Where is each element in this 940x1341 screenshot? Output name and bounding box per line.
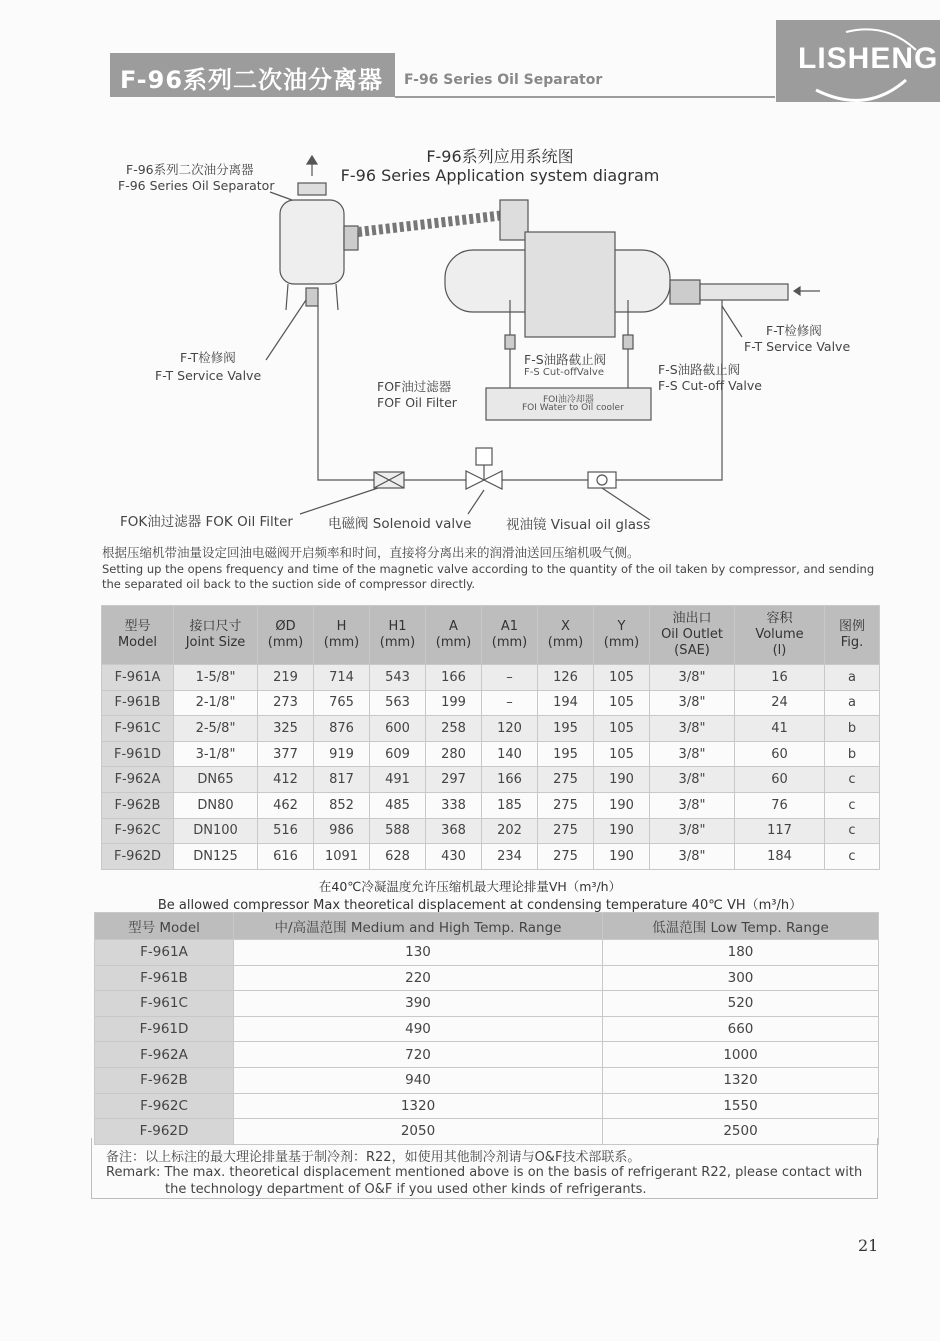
page-subtitle: F-96 Series Oil Separator: [404, 72, 603, 88]
spec-model-cell: F-961B: [102, 690, 174, 716]
spec-table-cell: DN65: [174, 767, 258, 793]
spec-table-cell: 2-1/8": [174, 690, 258, 716]
spec-table-cell: 491: [370, 767, 426, 793]
spec-table-cell: 184: [735, 844, 825, 870]
spec-header-cell: 容积 Volume (l): [735, 606, 825, 665]
vh-table-row: [95, 1093, 879, 1119]
spec-header-cell: X (mm): [538, 606, 594, 665]
vh-table-cell: 1000: [603, 1042, 879, 1068]
spec-header-cell: A (mm): [426, 606, 482, 665]
vh-table-row: [95, 1042, 879, 1068]
spec-table-cell: 919: [314, 741, 370, 767]
page-number: 21: [858, 1236, 879, 1255]
spec-table-cell: 462: [258, 792, 314, 818]
spec-table-cell: 588: [370, 818, 426, 844]
label-separator-en: F-96 Series Oil Separator: [118, 178, 275, 193]
vh-header-cell: 型号 Model: [95, 913, 234, 940]
vh-table-cell: 490: [234, 1016, 603, 1042]
spec-table-cell: 3/8": [650, 818, 735, 844]
label-fs-valve-2-en: F-S Cut-off Valve: [658, 378, 762, 393]
label-ft-valve-left-en: F-T Service Valve: [155, 368, 262, 383]
spec-table-row: [102, 792, 880, 818]
spec-table-cell: 199: [426, 690, 482, 716]
description-cn: 根据压缩机带油量设定回油电磁阀开启频率和时间，直接将分离出来的润滑油送回压缩机吸气侧。: [102, 545, 640, 560]
spec-table-row: [102, 665, 880, 691]
spec-header-cell: Y (mm): [594, 606, 650, 665]
spec-table-cell: 543: [370, 665, 426, 691]
spec-table-cell: 275: [538, 792, 594, 818]
spec-table-cell: 202: [482, 818, 538, 844]
spec-table-cell: 105: [594, 741, 650, 767]
vh-table: [94, 912, 879, 1145]
vh-table-cell: 390: [234, 991, 603, 1017]
spec-table-cell: 185: [482, 792, 538, 818]
spec-table-cell: 852: [314, 792, 370, 818]
spec-header-cell: 型号 Model: [102, 606, 174, 665]
vh-table-row: [95, 965, 879, 991]
spec-table-cell: 275: [538, 818, 594, 844]
spec-table-cell: 1091: [314, 844, 370, 870]
label-solenoid-valve: 电磁阀 Solenoid valve: [328, 516, 472, 532]
spec-table-cell: 190: [594, 792, 650, 818]
spec-model-cell: F-962A: [102, 767, 174, 793]
label-fs-valve-1-en: F-S Cut-offValve: [524, 367, 604, 378]
spec-table-cell: 3/8": [650, 767, 735, 793]
spec-table-cell: 24: [735, 690, 825, 716]
spec-table-cell: 430: [426, 844, 482, 870]
vh-table-cell: 1320: [603, 1067, 879, 1093]
spec-header-cell: A1 (mm): [482, 606, 538, 665]
label-fok-filter: FOK油过滤器 FOK Oil Filter: [120, 514, 293, 530]
compressor-drawing: [445, 200, 820, 337]
vh-model-cell: F-962B: [95, 1067, 234, 1093]
vh-header-cell: 低温范围 Low Temp. Range: [603, 913, 879, 940]
spec-table-cell: DN80: [174, 792, 258, 818]
spec-table-cell: 166: [482, 767, 538, 793]
diagram-title-cn: F-96系列应用系统图: [426, 147, 574, 166]
spec-model-cell: F-961C: [102, 716, 174, 742]
spec-table-cell: 105: [594, 690, 650, 716]
spec-table-cell: c: [825, 767, 880, 793]
spec-table-cell: c: [825, 818, 880, 844]
brand-logo: LISHENG: [798, 42, 939, 75]
vh-table-cell: 2500: [603, 1119, 879, 1145]
spec-header-row: [102, 606, 880, 665]
spec-model-cell: F-961D: [102, 741, 174, 767]
spec-table-cell: 3-1/8": [174, 741, 258, 767]
spec-table-cell: 3/8": [650, 690, 735, 716]
label-ft-valve-right-cn: F-T检修阀: [766, 323, 822, 338]
spec-table-cell: 609: [370, 741, 426, 767]
spec-table-cell: 275: [538, 844, 594, 870]
vh-table-row: [95, 1016, 879, 1042]
remark-en-1: Remark: The max. theoretical displacement mentioned above is on the basis of refrigerant R22, please contact with: [106, 1165, 863, 1180]
spec-table-row: [102, 844, 880, 870]
spec-table-cell: 765: [314, 690, 370, 716]
spec-table-cell: 714: [314, 665, 370, 691]
spec-table-cell: 195: [538, 741, 594, 767]
spec-table-cell: 485: [370, 792, 426, 818]
spec-table-cell: 616: [258, 844, 314, 870]
spec-table-cell: 275: [538, 767, 594, 793]
label-separator-cn: F-96系列二次油分离器: [126, 162, 254, 177]
vh-table-row: [95, 1067, 879, 1093]
diagram-title-en: F-96 Series Application system diagram: [340, 166, 660, 185]
vh-model-cell: F-961A: [95, 940, 234, 966]
spec-table-cell: b: [825, 741, 880, 767]
spec-table-cell: 986: [314, 818, 370, 844]
vh-table-row: [95, 940, 879, 966]
spec-table-cell: b: [825, 716, 880, 742]
spec-table-cell: 3/8": [650, 844, 735, 870]
spec-header-cell: 图例 Fig.: [825, 606, 880, 665]
spec-table-cell: 3/8": [650, 792, 735, 818]
spec-table-cell: 126: [538, 665, 594, 691]
spec-table-cell: 817: [314, 767, 370, 793]
spec-table-cell: 3/8": [650, 665, 735, 691]
spec-table-cell: 234: [482, 844, 538, 870]
spec-table-cell: 195: [538, 716, 594, 742]
label-ft-valve-right-en: F-T Service Valve: [744, 339, 851, 354]
spec-header-cell: 接口尺寸 Joint Size: [174, 606, 258, 665]
vh-table-cell: 130: [234, 940, 603, 966]
spec-table-cell: a: [825, 665, 880, 691]
vh-table-cell: 1320: [234, 1093, 603, 1119]
vh-header-cell: 中/高温范围 Medium and High Temp. Range: [234, 913, 603, 940]
spec-table-cell: 338: [426, 792, 482, 818]
label-ft-valve-left-cn: F-T检修阀: [180, 350, 236, 365]
vh-table-cell: 940: [234, 1067, 603, 1093]
spec-table-cell: 3/8": [650, 716, 735, 742]
oil-separator-drawing: [280, 156, 358, 310]
spec-table-cell: 41: [735, 716, 825, 742]
vh-model-cell: F-961D: [95, 1016, 234, 1042]
spec-table-cell: 60: [735, 767, 825, 793]
spec-header-cell: ØD (mm): [258, 606, 314, 665]
label-foi-cooler-en: FOI Water to Oil cooler: [522, 403, 624, 413]
spec-table-cell: c: [825, 844, 880, 870]
spec-table-cell: 297: [426, 767, 482, 793]
vh-header-row: [95, 913, 879, 940]
spec-table-cell: 105: [594, 716, 650, 742]
description-en-2: the separated oil back to the suction side of compressor directly.: [102, 577, 476, 591]
remark-en-2: the technology department of O&F if you used other kinds of refrigerants.: [165, 1182, 647, 1197]
spec-table-cell: 194: [538, 690, 594, 716]
spec-table-cell: 190: [594, 767, 650, 793]
vh-table-cell: 1550: [603, 1093, 879, 1119]
vh-model-cell: F-961C: [95, 991, 234, 1017]
spec-table-cell: 563: [370, 690, 426, 716]
spec-table-row: [102, 818, 880, 844]
spec-table-cell: 876: [314, 716, 370, 742]
label-fs-valve-2-cn: F-S油路截止阀: [658, 362, 741, 377]
spec-table-cell: 258: [426, 716, 482, 742]
label-fof-filter-cn: FOF油过滤器: [377, 379, 452, 394]
spec-header-cell: 油出口 Oil Outlet (SAE): [650, 606, 735, 665]
spec-table-cell: DN100: [174, 818, 258, 844]
spec-table-cell: 516: [258, 818, 314, 844]
spec-table-cell: 377: [258, 741, 314, 767]
vh-table-cell: 720: [234, 1042, 603, 1068]
spec-table-cell: 105: [594, 665, 650, 691]
vh-model-cell: F-962A: [95, 1042, 234, 1068]
vh-table-cell: 660: [603, 1016, 879, 1042]
spec-table-row: [102, 690, 880, 716]
vh-table-cell: 220: [234, 965, 603, 991]
spec-table-cell: 2-5/8": [174, 716, 258, 742]
spec-header-cell: H (mm): [314, 606, 370, 665]
vh-table-cell: 520: [603, 991, 879, 1017]
vh-title-cn: 在40℃冷凝温度允许压缩机最大理论排量VH（m³/h）: [318, 879, 622, 894]
spec-table-cell: 166: [426, 665, 482, 691]
spec-model-cell: F-961A: [102, 665, 174, 691]
vh-title-en: Be allowed compressor Max theoretical displacement at condensing temperature 40℃ VH（m³/h）: [157, 898, 803, 913]
vh-model-cell: F-962D: [95, 1119, 234, 1145]
system-diagram: [0, 0, 940, 540]
spec-table-cell: –: [482, 690, 538, 716]
spec-table: [101, 605, 880, 870]
label-foi-cooler-cn: FOI油冷却器: [543, 395, 594, 405]
spec-table-cell: 280: [426, 741, 482, 767]
spec-table-cell: 190: [594, 844, 650, 870]
spec-table-row: [102, 767, 880, 793]
spec-table-cell: 16: [735, 665, 825, 691]
spec-model-cell: F-962C: [102, 818, 174, 844]
spec-table-row: [102, 741, 880, 767]
spec-table-cell: 600: [370, 716, 426, 742]
spec-table-cell: 140: [482, 741, 538, 767]
label-sight-glass: 视油镜 Visual oil glass: [506, 517, 651, 533]
spec-table-cell: 273: [258, 690, 314, 716]
remark-cn: 备注：以上标注的最大理论排量基于制冷剂：R22，如使用其他制冷剂请与O&F技术部联系。: [106, 1150, 641, 1165]
spec-table-cell: 219: [258, 665, 314, 691]
page-title: F-96系列二次油分离器: [120, 66, 384, 94]
spec-table-cell: 190: [594, 818, 650, 844]
spec-table-cell: 120: [482, 716, 538, 742]
spec-table-cell: 3/8": [650, 741, 735, 767]
vh-table-cell: 180: [603, 940, 879, 966]
vh-table-cell: 2050: [234, 1119, 603, 1145]
vh-table-cell: 300: [603, 965, 879, 991]
spec-table-cell: 1-5/8": [174, 665, 258, 691]
description-en-1: Setting up the opens frequency and time of the magnetic valve according to the quantity of the oil taken by compressor, and sending: [102, 562, 875, 576]
spec-table-row: [102, 716, 880, 742]
spec-table-cell: DN125: [174, 844, 258, 870]
spec-table-cell: 368: [426, 818, 482, 844]
label-fof-filter-en: FOF Oil Filter: [377, 395, 457, 410]
spec-table-cell: 325: [258, 716, 314, 742]
spec-table-cell: –: [482, 665, 538, 691]
spec-table-cell: 628: [370, 844, 426, 870]
spec-table-cell: 60: [735, 741, 825, 767]
vh-model-cell: F-962C: [95, 1093, 234, 1119]
sight-glass-symbol: [588, 472, 616, 488]
spec-model-cell: F-962B: [102, 792, 174, 818]
spec-table-cell: 76: [735, 792, 825, 818]
spec-model-cell: F-962D: [102, 844, 174, 870]
spec-table-cell: 117: [735, 818, 825, 844]
spec-header-cell: H1 (mm): [370, 606, 426, 665]
spec-table-cell: 412: [258, 767, 314, 793]
spec-table-cell: a: [825, 690, 880, 716]
label-fs-valve-1-cn: F-S油路截止阀: [524, 352, 607, 367]
vh-table-row: [95, 991, 879, 1017]
vh-model-cell: F-961B: [95, 965, 234, 991]
spec-table-cell: c: [825, 792, 880, 818]
